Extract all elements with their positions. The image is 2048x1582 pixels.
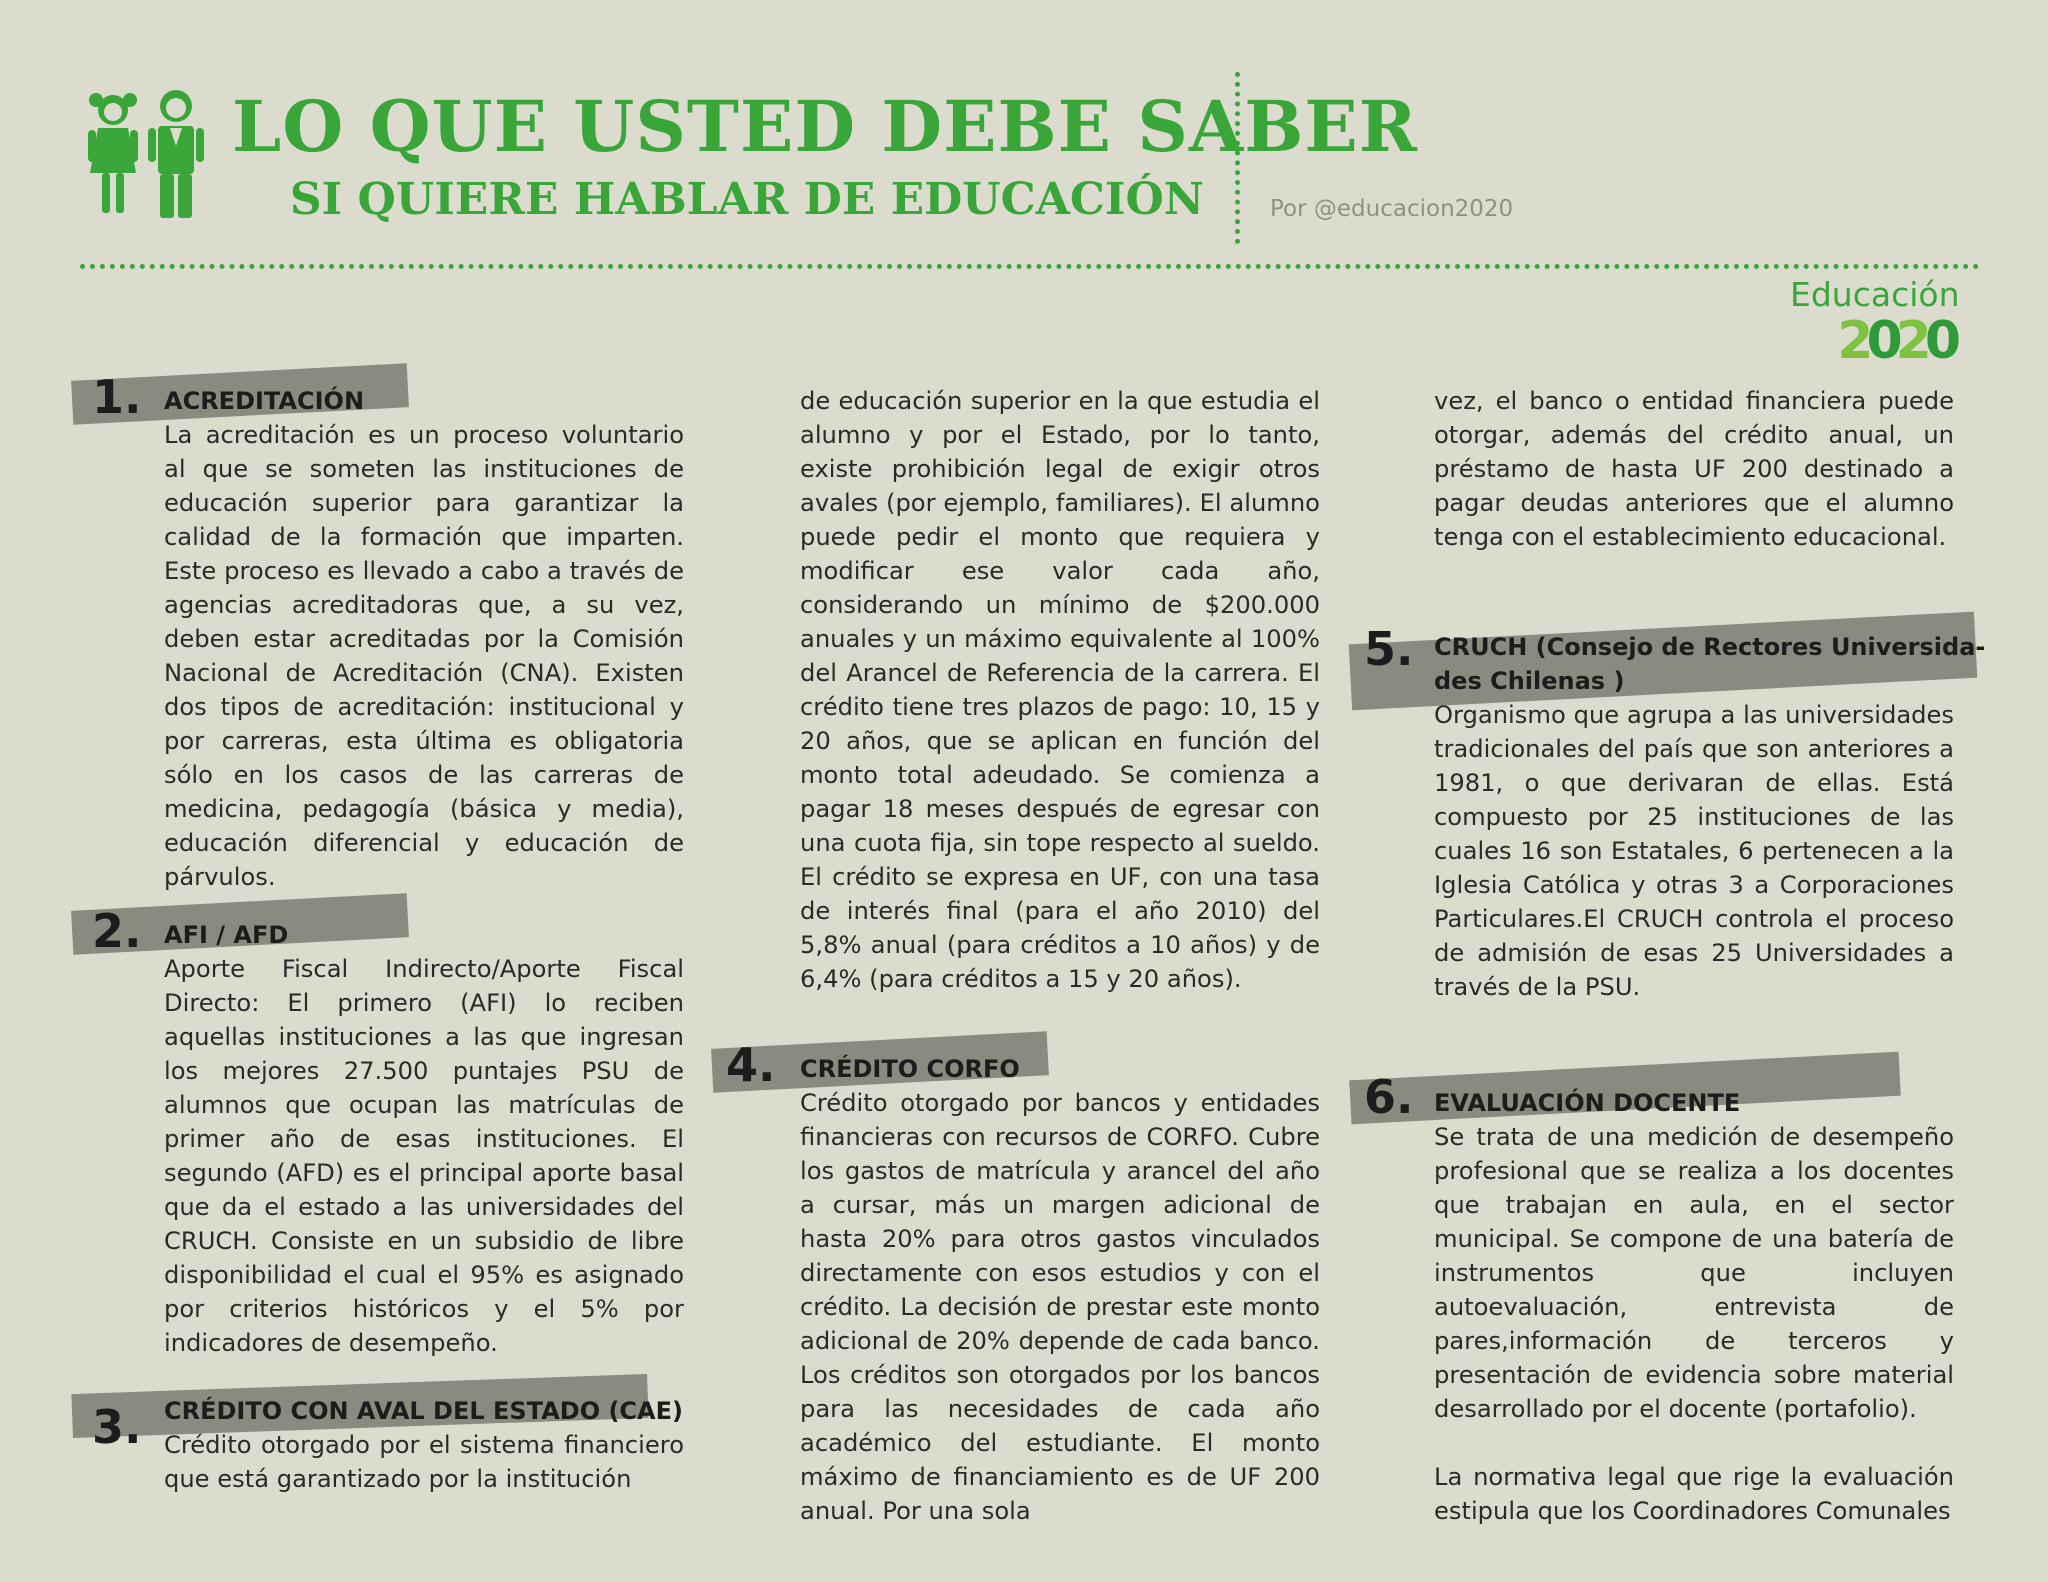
section-number-2: 2. (92, 904, 142, 958)
section-text-2: Aporte Fiscal Indirecto/Aporte Fiscal Directo: El primero (AFI) lo reciben aquellas instituciones a las que ingresan los mejores 27.500 puntajes PSU de alumnos que ocupan las matrículas de primer año de esas instituciones. El segundo (AFD) es el principal aporte basal que da el estado a las universidades del CRUCH. Consiste en un subsidio de libre disponibilidad el cual el 95% es asignado por criterios históricos y el 5% por indicadores de desempeño. (164, 955, 684, 1357)
section-text-6 (1434, 1120, 1954, 1528)
horizontal-divider (80, 264, 1980, 269)
section-title-4: CRÉDITO CORFO (800, 1055, 1020, 1083)
section-number-1: 1. (92, 370, 142, 424)
section-title-2: AFI / AFD (164, 921, 289, 949)
children-icon (84, 88, 214, 223)
section-title-6: EVALUACIÓN DOCENTE (1434, 1089, 1741, 1117)
section-text-6-para-2: La normativa legal que rige la evaluación estipula que los Coordinadores Comunales (1434, 1463, 1954, 1525)
byline: Por @educacion2020 (1270, 196, 1514, 222)
section-title-1: ACREDITACIÓN (164, 387, 365, 415)
section-title-3: CRÉDITO CON AVAL DEL ESTADO (CAE) (164, 1397, 683, 1425)
logo-year: 2020 (1837, 311, 1954, 371)
section-text-3-continued: de educación superior en la que estudia el alumno y por el Estado, por lo tanto, existe prohibición legal de exigir otros avales (por ejemplo, familiares). El alumno puede pedir el monto que requiera y modificar ese valor cada año, considerando un mínimo de $200.000 anuales y un máximo equivalente al 100% del Arancel de Referencia de la carrera. El crédito tiene tres plazos de pago: 10, 15 y 20 años, que se aplican en función del monto total adeudado. Se comienza a pagar 18 meses después de egresar con una cuota fija, sin tope respecto al sueldo. El crédito se expresa en UF, con una tasa de interés final (para el año 2010) del 5,8% anual (para créditos a 10 años) y de 6,4% (para créditos a 15 y 20 años). (800, 387, 1320, 993)
section-text-6-para-1: Se trata de una medición de desempeño profesional que se realiza a los docentes que trabajan en aula, en el sector municipal. Se compone de una batería de instrumentos que incluyen autoevaluación, entrevista de pares,información de terceros y presentación de evidencia sobre material desarrollado por el docente (portafolio). (1434, 1123, 1954, 1423)
section-text-3: Crédito otorgado por el sistema financiero que está garantizado por la institución (164, 1431, 684, 1493)
section-number-6: 6. (1364, 1070, 1414, 1124)
section-number-5: 5. (1364, 622, 1414, 676)
page-title: LO QUE USTED DEBE SABER (232, 85, 1418, 168)
section-text-4-continued: vez, el banco o entidad financiera puede otorgar, además del crédito anual, un préstamo de hasta UF 200 destinado a pagar deudas anteriores que el alumno tenga con el establecimiento educacional. (1434, 387, 1954, 551)
section-number-3: 3. (92, 1400, 142, 1454)
section-text-1: La acreditación es un proceso voluntario al que se someten las instituciones de educación superior para garantizar la calidad de la formación que imparten. Este proceso es llevado a cabo a través de agencias acreditadoras que, a su vez, deben estar acreditadas por la Comisión Nacional de Acreditación (CNA). Existen dos tipos de acreditación: institucional y por carreras, esta última es obligatoria sólo en los casos de las carreras de medicina, pedagogía (básica y media), educación diferencial y educación de párvulos. (164, 421, 684, 891)
educacion2020-logo (1790, 275, 1960, 371)
section-text-5: Organismo que agrupa a las universidades tradicionales del país que son anteriores a 1981, o que derivaran de ellas. Está compuesto por 25 instituciones de las cuales 16 son Estatales, 6 pertenecen a la Iglesia Católica y otras 3 a Corporaciones Particulares.El CRUCH controla el proceso de admisión de esas 25 Universidades a través de la PSU. (1434, 701, 1954, 1001)
section-text-4: Crédito otorgado por bancos y entidades financieras con recursos de CORFO. Cubre los gastos de matrícula y arancel del año a cursar, más un margen adicional de hasta 20% para otros gastos vinculados directamente con esos estudios y con el crédito. La decisión de prestar este monto adicional de 20% depende de cada banco. Los créditos son otorgados por los bancos para las necesidades de cada año académico del estudiante. El monto máximo de financiamiento es de UF 200 anual. Por una sola (800, 1089, 1320, 1525)
logo-word: Educación (1790, 275, 1960, 314)
vertical-divider (1235, 72, 1240, 244)
section-title-5-line2: des Chilenas ) (1434, 667, 1625, 695)
section-title-5-line1: CRUCH (Consejo de Rectores Universida- (1434, 633, 1986, 661)
section-number-4: 4. (726, 1038, 776, 1092)
page-subtitle: SI QUIERE HABLAR DE EDUCACIÓN (289, 174, 1204, 225)
